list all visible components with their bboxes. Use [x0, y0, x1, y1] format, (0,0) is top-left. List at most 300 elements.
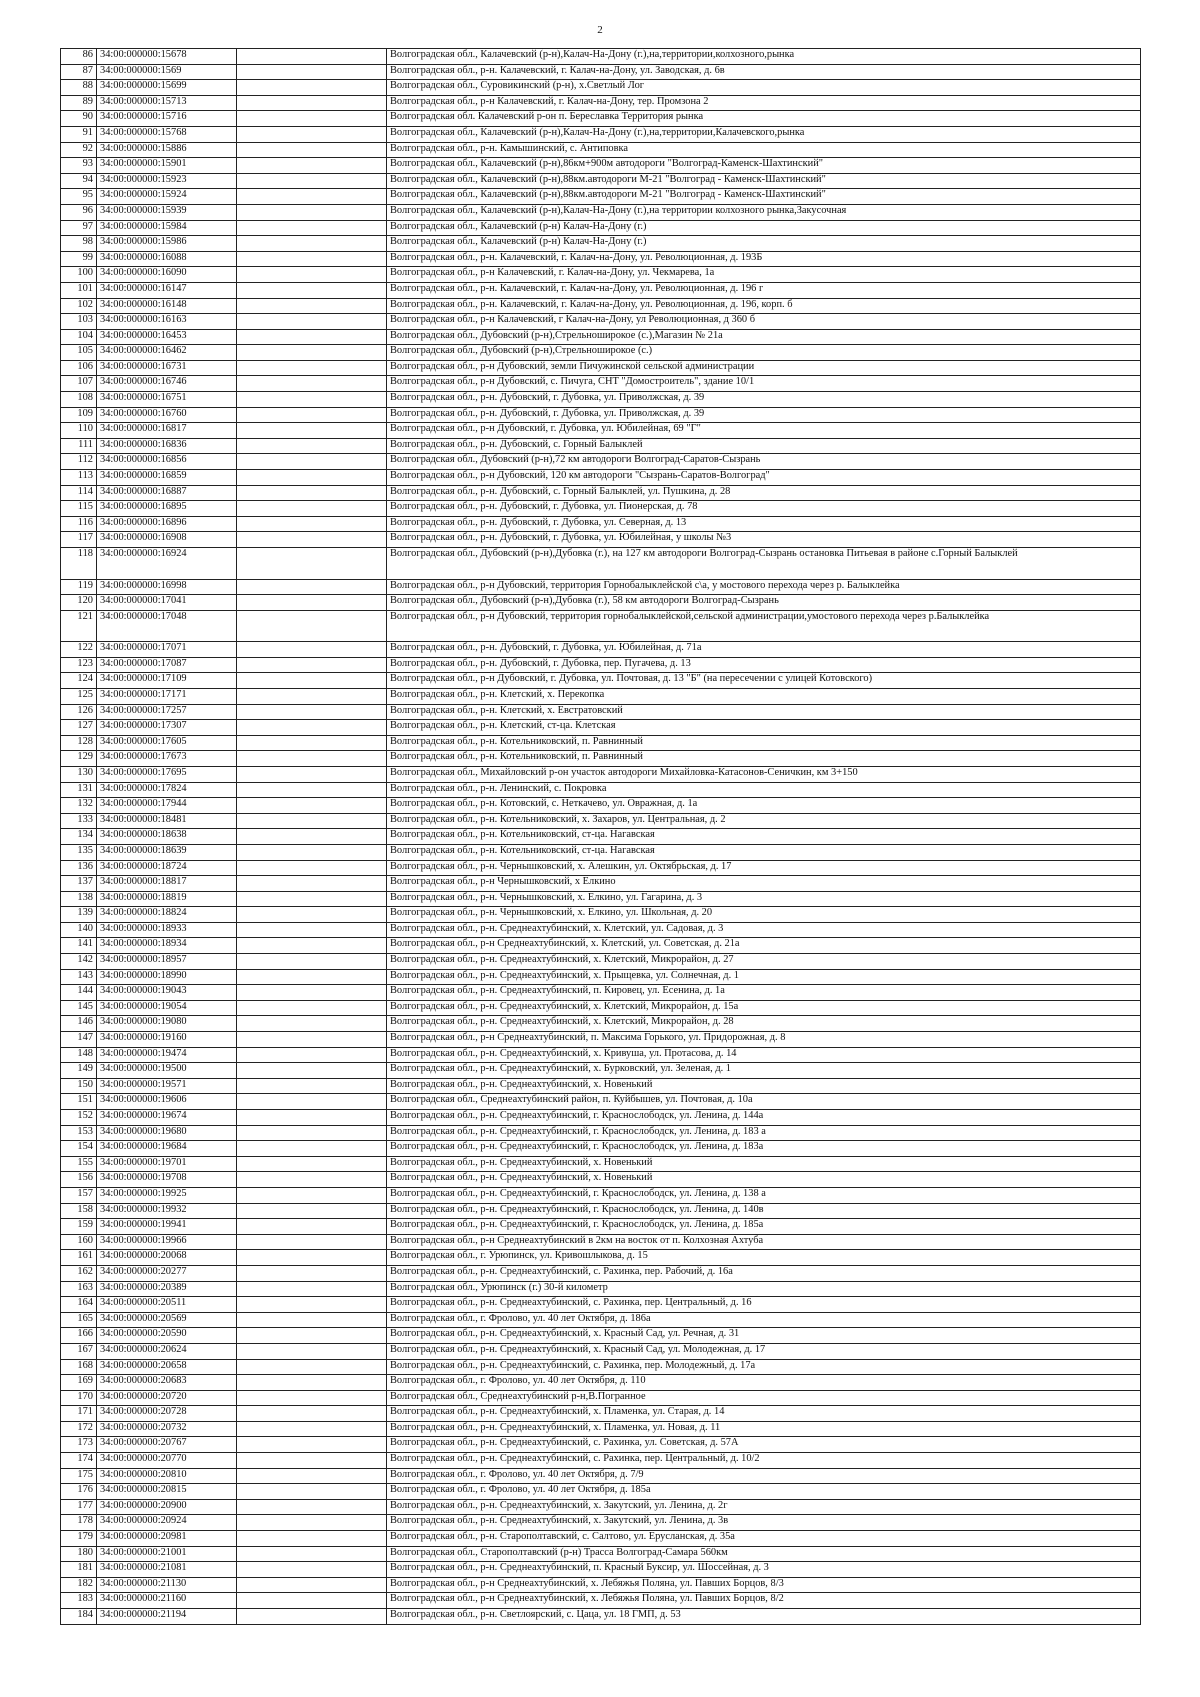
cadastral-number-cell: 34:00:000000:20569 [97, 1312, 237, 1328]
row-number-cell: 130 [61, 766, 97, 782]
table-row [61, 1156, 1141, 1172]
address-cell: Волгоградская обл., р-н. Среднеахтубинский, г. Краснослободск, ул. Ленина, д. 140в [387, 1203, 1141, 1219]
table-row [61, 1063, 1141, 1079]
table-row [61, 720, 1141, 736]
row-number-cell: 146 [61, 1016, 97, 1032]
table-row [61, 204, 1141, 220]
row-number-cell: 128 [61, 735, 97, 751]
cadastral-number-cell: 34:00:000000:20720 [97, 1390, 237, 1406]
address-cell: Волгоградская обл., Урюпинск (г.) 30-й километр [387, 1281, 1141, 1297]
table-row [61, 1375, 1141, 1391]
row-number-cell: 182 [61, 1577, 97, 1593]
table-row [61, 1609, 1141, 1625]
address-cell: Волгоградская обл., Дубовский (р-н),72 км автодороги Волгоград-Саратов-Сызрань [387, 454, 1141, 470]
address-cell: Волгоградская обл., р-н. Среднеахтубинский, х. Красный Сад, ул. Молодежная, д. 17 [387, 1343, 1141, 1359]
address-cell: Волгоградская обл., Среднеахтубинский район, п. Куйбышев, ул. Почтовая, д. 10а [387, 1094, 1141, 1110]
address-cell: Волгоградская обл., р-н. Чернышковский, х. Елкино, ул. Школьная, д. 20 [387, 907, 1141, 923]
address-cell: Волгоградская обл., Калачевский (р-н),86км+900м автодороги "Волгоград-Каменск-Шахтинский" [387, 158, 1141, 174]
table-row [61, 1531, 1141, 1547]
address-cell: Волгоградская обл., Михайловский р-он участок автодороги Михайловка-Катасонов-Сеничкин, км 3+150 [387, 766, 1141, 782]
address-cell: Волгоградская обл., Суровикинский (р-н), х.Светлый Лог [387, 80, 1141, 96]
row-number-cell: 127 [61, 720, 97, 736]
row-number-cell: 99 [61, 251, 97, 267]
cadastral-number-cell: 34:00:000000:16462 [97, 345, 237, 361]
empty-cell [237, 220, 387, 236]
cadastral-number-cell: 34:00:000000:16090 [97, 267, 237, 283]
empty-cell [237, 1063, 387, 1079]
row-number-cell: 157 [61, 1187, 97, 1203]
empty-cell [237, 142, 387, 158]
table-row [61, 1390, 1141, 1406]
address-cell: Волгоградская обл., р-н Дубовский, с. Пичуга, СНТ "Домостроитель", здание 10/1 [387, 376, 1141, 392]
address-cell: Волгоградская обл., Калачевский (р-н),Калач-На-Дону (г.),на,территории,Калачевского,рынка [387, 126, 1141, 142]
cadastral-number-cell: 34:00:000000:19932 [97, 1203, 237, 1219]
cadastral-number-cell: 34:00:000000:18824 [97, 907, 237, 923]
address-cell: Волгоградская обл., р-н Среднеахтубинский, х. Клетский, ул. Советская, д. 21а [387, 938, 1141, 954]
cadastral-number-cell: 34:00:000000:18481 [97, 813, 237, 829]
address-cell: Волгоградская обл., Калачевский (р-н),88км.автодороги М-21 "Волгоград - Каменск-Шахтинский" [387, 173, 1141, 189]
empty-cell [237, 407, 387, 423]
row-number-cell: 87 [61, 64, 97, 80]
address-cell: Волгоградская обл., Дубовский (р-н),Стрельноширокое (с.),Магазин № 21а [387, 329, 1141, 345]
cadastral-number-cell: 34:00:000000:19500 [97, 1063, 237, 1079]
empty-cell [237, 813, 387, 829]
address-cell: Волгоградская обл., р-н Дубовский, г. Дубовка, ул. Почтовая, д. 13 "Б" (на пересечении с улицей Котовского) [387, 673, 1141, 689]
table-row [61, 49, 1141, 65]
cadastral-number-cell: 34:00:000000:19684 [97, 1141, 237, 1157]
table-row [61, 236, 1141, 252]
address-cell: Волгоградская обл., Калачевский (р-н),Калач-На-Дону (г.),на территории колхозного рынка,Закусочная [387, 204, 1141, 220]
address-cell: Волгоградская обл., р-н Дубовский, г. Дубовка, ул. Юбилейная, 69 "Г" [387, 423, 1141, 439]
table-row [61, 189, 1141, 205]
cadastral-number-cell: 34:00:000000:18933 [97, 922, 237, 938]
empty-cell [237, 1156, 387, 1172]
row-number-cell: 102 [61, 298, 97, 314]
cadastral-number-cell: 34:00:000000:18957 [97, 954, 237, 970]
table-row [61, 407, 1141, 423]
table-row [61, 595, 1141, 611]
row-number-cell: 137 [61, 876, 97, 892]
empty-cell [237, 1328, 387, 1344]
empty-cell [237, 1375, 387, 1391]
empty-cell [237, 501, 387, 517]
cadastral-number-cell: 34:00:000000:19674 [97, 1110, 237, 1126]
row-number-cell: 118 [61, 548, 97, 580]
address-cell: Волгоградская обл., р-н Калачевский, г. Калач-на-Дону, ул. Чекмарева, 1а [387, 267, 1141, 283]
address-cell: Волгоградская обл., р-н. Калачевский, г. Калач-на-Дону, ул. Заводская, д. 6в [387, 64, 1141, 80]
address-cell: Волгоградская обл., Калачевский (р-н) Калач-На-Дону (г.) [387, 220, 1141, 236]
table-row [61, 1468, 1141, 1484]
row-number-cell: 149 [61, 1063, 97, 1079]
empty-cell [237, 751, 387, 767]
cadastral-number-cell: 34:00:000000:16896 [97, 516, 237, 532]
table-row [61, 423, 1141, 439]
cadastral-number-cell: 34:00:000000:18934 [97, 938, 237, 954]
address-cell: Волгоградская обл., р-н. Среднеахтубинский, х. Красный Сад, ул. Речная, д. 31 [387, 1328, 1141, 1344]
empty-cell [237, 938, 387, 954]
empty-cell [237, 595, 387, 611]
address-cell: Волгоградская обл., р-н Среднеахтубинский, х. Лебяжья Поляна, ул. Павших Борцов, 8/3 [387, 1577, 1141, 1593]
empty-cell [237, 204, 387, 220]
table-row [61, 1000, 1141, 1016]
empty-cell [237, 1390, 387, 1406]
address-cell: Волгоградская обл., г. Фролово, ул. 40 лет Октября, д. 186а [387, 1312, 1141, 1328]
empty-cell [237, 1468, 387, 1484]
cadastral-number-cell: 34:00:000000:17048 [97, 610, 237, 642]
address-cell: Волгоградская обл., р-н Калачевский, г. Калач-на-Дону, тер. Промзона 2 [387, 95, 1141, 111]
table-row [61, 1546, 1141, 1562]
row-number-cell: 123 [61, 657, 97, 673]
table-row [61, 1515, 1141, 1531]
empty-cell [237, 1250, 387, 1266]
row-number-cell: 167 [61, 1343, 97, 1359]
address-cell: Волгоградская обл., р-н. Среднеахтубинский, х. Клетский, Микрорайон, д. 27 [387, 954, 1141, 970]
row-number-cell: 140 [61, 922, 97, 938]
table-row [61, 1421, 1141, 1437]
table-row [61, 314, 1141, 330]
empty-cell [237, 1484, 387, 1500]
cadastral-number-cell: 34:00:000000:16751 [97, 392, 237, 408]
table-row [61, 251, 1141, 267]
cadastral-number-cell: 34:00:000000:1569 [97, 64, 237, 80]
row-number-cell: 104 [61, 329, 97, 345]
address-cell: Волгоградская обл., Калачевский (р-н) Калач-На-Дону (г.) [387, 236, 1141, 252]
table-row [61, 1312, 1141, 1328]
cadastral-number-cell: 34:00:000000:19925 [97, 1187, 237, 1203]
row-number-cell: 122 [61, 642, 97, 658]
row-number-cell: 94 [61, 173, 97, 189]
row-number-cell: 96 [61, 204, 97, 220]
row-number-cell: 93 [61, 158, 97, 174]
address-cell: Волгоградская обл., р-н. Котельниковский, х. Захаров, ул. Центральная, д. 2 [387, 813, 1141, 829]
table-row [61, 329, 1141, 345]
empty-cell [237, 922, 387, 938]
cadastral-number-cell: 34:00:000000:20389 [97, 1281, 237, 1297]
row-number-cell: 169 [61, 1375, 97, 1391]
empty-cell [237, 1297, 387, 1313]
row-number-cell: 132 [61, 798, 97, 814]
cadastral-number-cell: 34:00:000000:20981 [97, 1531, 237, 1547]
empty-cell [237, 1437, 387, 1453]
empty-cell [237, 798, 387, 814]
table-row [61, 1593, 1141, 1609]
address-cell: Волгоградская обл., р-н. Среднеахтубинский, г. Краснослободск, ул. Ленина, д. 183а [387, 1141, 1141, 1157]
row-number-cell: 165 [61, 1312, 97, 1328]
row-number-cell: 97 [61, 220, 97, 236]
table-row [61, 579, 1141, 595]
cadastral-number-cell: 34:00:000000:21001 [97, 1546, 237, 1562]
empty-cell [237, 95, 387, 111]
cadastral-number-cell: 34:00:000000:20815 [97, 1484, 237, 1500]
row-number-cell: 142 [61, 954, 97, 970]
table-row [61, 891, 1141, 907]
cadastral-number-cell: 34:00:000000:19054 [97, 1000, 237, 1016]
address-cell: Волгоградская обл., р-н. Среднеахтубинский, х. Пламенка, ул. Старая, д. 14 [387, 1406, 1141, 1422]
table-row [61, 969, 1141, 985]
cadastral-number-cell: 34:00:000000:15901 [97, 158, 237, 174]
empty-cell [237, 907, 387, 923]
address-cell: Волгоградская обл., р-н. Котельниковский, ст-ца. Нагавская [387, 829, 1141, 845]
table-row [61, 1406, 1141, 1422]
row-number-cell: 164 [61, 1297, 97, 1313]
table-row [61, 142, 1141, 158]
cadastral-number-cell: 34:00:000000:18638 [97, 829, 237, 845]
empty-cell [237, 532, 387, 548]
empty-cell [237, 1016, 387, 1032]
table-row [61, 782, 1141, 798]
empty-cell [237, 423, 387, 439]
address-cell: Волгоградская обл., р-н. Калачевский, г. Калач-на-Дону, ул. Революционная, д. 196, корп. б [387, 298, 1141, 314]
address-cell: Волгоградская обл., р-н Дубовский, территория Горнобалыклейской с\а, у мостового перехода через р. Балыклейка [387, 579, 1141, 595]
row-number-cell: 133 [61, 813, 97, 829]
cadastral-number-cell: 34:00:000000:20277 [97, 1265, 237, 1281]
table-row [61, 642, 1141, 658]
table-row [61, 1141, 1141, 1157]
table-row [61, 829, 1141, 845]
address-cell: Волгоградская обл., р-н. Котельниковский, п. Равнинный [387, 735, 1141, 751]
table-row [61, 922, 1141, 938]
table-row [61, 1078, 1141, 1094]
table-row [61, 95, 1141, 111]
empty-cell [237, 1609, 387, 1625]
cadastral-number-cell: 34:00:000000:20924 [97, 1515, 237, 1531]
cadastral-number-cell: 34:00:000000:15924 [97, 189, 237, 205]
empty-cell [237, 1110, 387, 1126]
row-number-cell: 125 [61, 688, 97, 704]
table-row [61, 688, 1141, 704]
table-row [61, 1219, 1141, 1235]
empty-cell [237, 548, 387, 580]
cadastral-number-cell: 34:00:000000:19571 [97, 1078, 237, 1094]
address-cell: Волгоградская обл., г. Урюпинск, ул. Кривошлыкова, д. 15 [387, 1250, 1141, 1266]
address-cell: Волгоградская обл., р-н Среднеахтубинский, х. Лебяжья Поляна, ул. Павших Борцов, 8/2 [387, 1593, 1141, 1609]
cadastral-number-cell: 34:00:000000:19701 [97, 1156, 237, 1172]
cadastral-number-cell: 34:00:000000:15713 [97, 95, 237, 111]
address-cell: Волгоградская обл., р-н. Среднеахтубинский, с. Рахинка, пер. Центральный, д. 10/2 [387, 1453, 1141, 1469]
table-row [61, 485, 1141, 501]
cadastral-number-cell: 34:00:000000:16163 [97, 314, 237, 330]
row-number-cell: 114 [61, 485, 97, 501]
row-number-cell: 168 [61, 1359, 97, 1375]
address-cell: Волгоградская обл., р-н. Среднеахтубинский, с. Рахинка, пер. Молодежный, д. 17а [387, 1359, 1141, 1375]
cadastral-number-cell: 34:00:000000:19474 [97, 1047, 237, 1063]
table-row [61, 1032, 1141, 1048]
cadastral-number-cell: 34:00:000000:16856 [97, 454, 237, 470]
empty-cell [237, 688, 387, 704]
row-number-cell: 98 [61, 236, 97, 252]
cadastral-number-cell: 34:00:000000:15984 [97, 220, 237, 236]
empty-cell [237, 267, 387, 283]
table-row [61, 610, 1141, 642]
table-row [61, 1499, 1141, 1515]
row-number-cell: 144 [61, 985, 97, 1001]
empty-cell [237, 345, 387, 361]
empty-cell [237, 1172, 387, 1188]
table-row [61, 376, 1141, 392]
empty-cell [237, 829, 387, 845]
row-number-cell: 159 [61, 1219, 97, 1235]
address-cell: Волгоградская обл., Среднеахтубинский р-н,В.Погранное [387, 1390, 1141, 1406]
row-number-cell: 95 [61, 189, 97, 205]
empty-cell [237, 844, 387, 860]
address-cell: Волгоградская обл., р-н. Среднеахтубинский, г. Краснослободск, ул. Ленина, д. 144а [387, 1110, 1141, 1126]
address-cell: Волгоградская обл., р-н. Дубовский, с. Горный Балыклей [387, 438, 1141, 454]
empty-cell [237, 1094, 387, 1110]
cadastral-number-cell: 34:00:000000:15716 [97, 111, 237, 127]
address-cell: Волгоградская обл., р-н. Калачевский, г. Калач-на-Дону, ул. Революционная, д. 193Б [387, 251, 1141, 267]
address-cell: Волгоградская обл., р-н. Ленинский, с. Покровка [387, 782, 1141, 798]
address-cell: Волгоградская обл., р-н. Среднеахтубинский, г. Краснослободск, ул. Ленина, д. 185а [387, 1219, 1141, 1235]
address-cell: Волгоградская обл., р-н Среднеахтубинский, п. Максима Горького, ул. Придорожная, д. 8 [387, 1032, 1141, 1048]
address-cell: Волгоградская обл., р-н. Среднеахтубинский, с. Рахинка, пер. Центральный, д. 16 [387, 1297, 1141, 1313]
row-number-cell: 101 [61, 282, 97, 298]
address-cell: Волгоградская обл., р-н. Среднеахтубинский, х. Клетский, ул. Садовая, д. 3 [387, 922, 1141, 938]
row-number-cell: 160 [61, 1234, 97, 1250]
address-cell: Волгоградская обл., р-н. Чернышковский, х. Алешкин, ул. Октябрьская, д. 17 [387, 860, 1141, 876]
empty-cell [237, 64, 387, 80]
cadastral-number-cell: 34:00:000000:17041 [97, 595, 237, 611]
empty-cell [237, 1359, 387, 1375]
address-cell: Волгоградская обл., р-н. Светлоярский, с. Цаца, ул. 18 ГМП, д. 53 [387, 1609, 1141, 1625]
cadastral-number-cell: 34:00:000000:15768 [97, 126, 237, 142]
table-row [61, 938, 1141, 954]
table-row [61, 985, 1141, 1001]
cadastral-number-cell: 34:00:000000:16859 [97, 470, 237, 486]
empty-cell [237, 891, 387, 907]
empty-cell [237, 1421, 387, 1437]
empty-cell [237, 189, 387, 205]
address-cell: Волгоградская обл., г. Фролово, ул. 40 лет Октября, д. 7/9 [387, 1468, 1141, 1484]
address-cell: Волгоградская обл., р-н. Дубовский, г. Дубовка, пер. Пугачева, д. 13 [387, 657, 1141, 673]
empty-cell [237, 1343, 387, 1359]
cadastral-number-cell: 34:00:000000:17824 [97, 782, 237, 798]
empty-cell [237, 1032, 387, 1048]
empty-cell [237, 298, 387, 314]
row-number-cell: 184 [61, 1609, 97, 1625]
empty-cell [237, 282, 387, 298]
empty-cell [237, 579, 387, 595]
address-cell: Волгоградская обл., Дубовский (р-н),Дубовка (г.), на 127 км автодороги Волгоград-Сызрань остановка Питьевая в районе с.Горный Балыклей [387, 548, 1141, 580]
table-row [61, 267, 1141, 283]
empty-cell [237, 1546, 387, 1562]
address-cell: Волгоградская обл., р-н. Котельниковский, ст-ца. Нагавская [387, 844, 1141, 860]
address-cell: Волгоградская обл., р-н. Среднеахтубинский, г. Краснослободск, ул. Ленина, д. 138 а [387, 1187, 1141, 1203]
row-number-cell: 117 [61, 532, 97, 548]
row-number-cell: 107 [61, 376, 97, 392]
row-number-cell: 112 [61, 454, 97, 470]
cadastral-number-cell: 34:00:000000:17695 [97, 766, 237, 782]
empty-cell [237, 392, 387, 408]
address-cell: Волгоградская обл., Старополтавский (р-н) Трасса Волгоград-Самара 560км [387, 1546, 1141, 1562]
empty-cell [237, 657, 387, 673]
address-cell: Волгоградская обл., р-н. Дубовский, г. Дубовка, ул. Приволжская, д. 39 [387, 392, 1141, 408]
empty-cell [237, 470, 387, 486]
cadastral-number-cell: 34:00:000000:19606 [97, 1094, 237, 1110]
row-number-cell: 177 [61, 1499, 97, 1515]
address-cell: Волгоградская обл., р-н. Среднеахтубинский, с. Рахинка, пер. Рабочий, д. 16а [387, 1265, 1141, 1281]
address-cell: Волгоградская обл. Калачевский р-он п. Береславка Территория рынка [387, 111, 1141, 127]
address-cell: Волгоградская обл., р-н. Дубовский, г. Дубовка, ул. Приволжская, д. 39 [387, 407, 1141, 423]
table-row [61, 1234, 1141, 1250]
table-row [61, 735, 1141, 751]
row-number-cell: 131 [61, 782, 97, 798]
address-cell: Волгоградская обл., р-н Чернышковский, х Елкино [387, 876, 1141, 892]
table-row [61, 673, 1141, 689]
row-number-cell: 91 [61, 126, 97, 142]
empty-cell [237, 1515, 387, 1531]
address-cell: Волгоградская обл., р-н. Среднеахтубинский, х. Новенький [387, 1172, 1141, 1188]
table-row [61, 173, 1141, 189]
address-cell: Волгоградская обл., р-н. Среднеахтубинский, х. Закутский, ул. Ленина, д. 2г [387, 1499, 1141, 1515]
table-row [61, 438, 1141, 454]
table-row [61, 470, 1141, 486]
empty-cell [237, 1000, 387, 1016]
empty-cell [237, 860, 387, 876]
table-row [61, 220, 1141, 236]
row-number-cell: 148 [61, 1047, 97, 1063]
row-number-cell: 173 [61, 1437, 97, 1453]
cadastral-number-cell: 34:00:000000:17307 [97, 720, 237, 736]
table-row [61, 1297, 1141, 1313]
table-row [61, 751, 1141, 767]
row-number-cell: 158 [61, 1203, 97, 1219]
cadastral-number-cell: 34:00:000000:18819 [97, 891, 237, 907]
table-row [61, 1453, 1141, 1469]
address-cell: Волгоградская обл., р-н Дубовский, территория горнобалыклейской,сельской администрации,умостового перехода через р.Балыклейка [387, 610, 1141, 642]
cadastral-number-cell: 34:00:000000:20728 [97, 1406, 237, 1422]
cadastral-number-cell: 34:00:000000:16908 [97, 532, 237, 548]
empty-cell [237, 158, 387, 174]
address-cell: Волгоградская обл., р-н Дубовский, 120 км автодороги "Сызрань-Саратов-Волгоград" [387, 470, 1141, 486]
row-number-cell: 179 [61, 1531, 97, 1547]
empty-cell [237, 1078, 387, 1094]
cadastral-number-cell: 34:00:000000:19708 [97, 1172, 237, 1188]
row-number-cell: 161 [61, 1250, 97, 1266]
address-cell: Волгоградская обл., р-н. Чернышковский, х. Елкино, ул. Гагарина, д. 3 [387, 891, 1141, 907]
row-number-cell: 139 [61, 907, 97, 923]
cadastral-number-cell: 34:00:000000:18817 [97, 876, 237, 892]
cadastral-number-cell: 34:00:000000:18639 [97, 844, 237, 860]
cadastral-number-cell: 34:00:000000:16147 [97, 282, 237, 298]
empty-cell [237, 1125, 387, 1141]
cadastral-number-cell: 34:00:000000:16924 [97, 548, 237, 580]
empty-cell [237, 1406, 387, 1422]
table-row [61, 704, 1141, 720]
row-number-cell: 183 [61, 1593, 97, 1609]
address-cell: Волгоградская обл., р-н. Среднеахтубинский, с. Рахинка, ул. Советская, д. 57А [387, 1437, 1141, 1453]
cadastral-number-cell: 34:00:000000:20590 [97, 1328, 237, 1344]
row-number-cell: 105 [61, 345, 97, 361]
row-number-cell: 147 [61, 1032, 97, 1048]
row-number-cell: 154 [61, 1141, 97, 1157]
cadastral-number-cell: 34:00:000000:16731 [97, 360, 237, 376]
row-number-cell: 166 [61, 1328, 97, 1344]
empty-cell [237, 1219, 387, 1235]
address-cell: Волгоградская обл., р-н. Дубовский, г. Дубовка, ул. Северная, д. 13 [387, 516, 1141, 532]
cadastral-number-cell: 34:00:000000:20068 [97, 1250, 237, 1266]
address-cell: Волгоградская обл., р-н. Дубовский, с. Горный Балыклей, ул. Пушкина, д. 28 [387, 485, 1141, 501]
empty-cell [237, 1047, 387, 1063]
empty-cell [237, 1499, 387, 1515]
address-cell: Волгоградская обл., р-н. Клетский, х. Евстратовский [387, 704, 1141, 720]
address-cell: Волгоградская обл., Калачевский (р-н),Калач-На-Дону (г.),на,территории,колхозного,рынка [387, 49, 1141, 65]
cadastral-number-cell: 34:00:000000:21194 [97, 1609, 237, 1625]
cadastral-number-cell: 34:00:000000:17109 [97, 673, 237, 689]
table-row [61, 548, 1141, 580]
address-cell: Волгоградская обл., р-н. Среднеахтубинский, х. Закутский, ул. Ленина, д. 3в [387, 1515, 1141, 1531]
cadastral-number-cell: 34:00:000000:15923 [97, 173, 237, 189]
cadastral-number-cell: 34:00:000000:21081 [97, 1562, 237, 1578]
